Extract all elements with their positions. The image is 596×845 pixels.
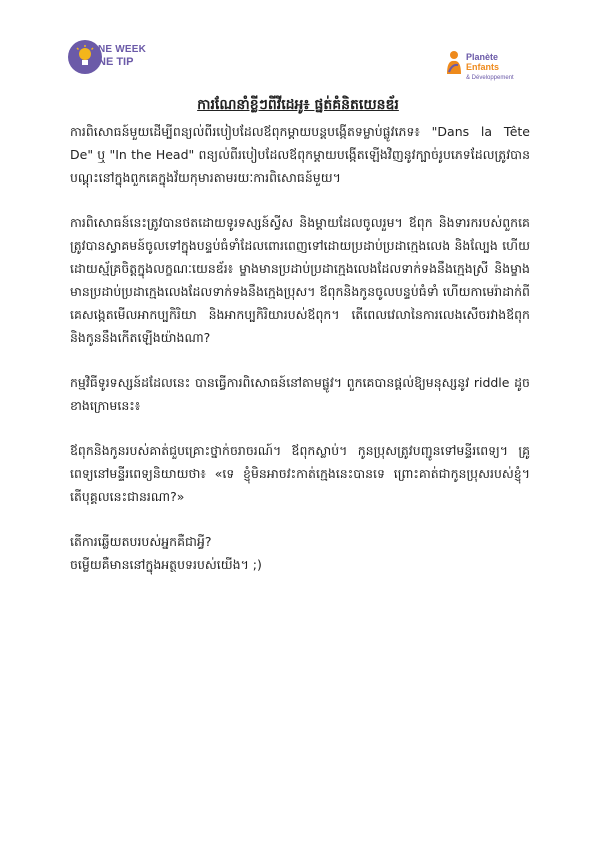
paragraph-4: ឪពុកនិងកូនរបស់គាត់ជួបគ្រោះថ្នាក់ចរាចរណ៍។ ឪពុកស្លាប់។ កូនប្រុសត្រូវបញ្ជូនទៅមន្ទីរពេទ្យ។ គ្រូពេទ្យនៅមន្ទីរពេទ្យនិយាយថា៖ «ទេ ខ្ញុំមិនអាចវះកាត់ក្មេងនេះបានទេ ព្រោះគាត់ជាកូនប្រុសរបស់ខ្ញុំ។ តើបុគ្គលនេះជានរណា?» [70, 443, 530, 504]
logo-right-line3: & Développement [466, 75, 514, 81]
logo-right-line1: Planète [466, 52, 499, 62]
logo-left-line1: NE WEEK [98, 44, 147, 55]
one-week-one-tip-logo [68, 40, 158, 74]
document-body [70, 120, 530, 576]
page-header [0, 0, 596, 92]
planete-enfants-logo [444, 50, 554, 84]
logo-left-line2: NE TIP [98, 56, 134, 68]
child-figure-icon [444, 50, 464, 76]
paragraph-5: តើការឆ្លើយតបរបស់អ្នកគឺជាអ្វី? ចម្លើយគឺមាននៅក្នុងអត្ថបទរបស់យើង។ ;) [70, 534, 262, 572]
document-title: ការណែនាំខ្លីៗពីវីដេអូ៖ ផ្នត់គំនិតយេនឌ័រ [197, 97, 399, 113]
logo-right-line2: Enfants [466, 62, 500, 72]
lightbulb-icon [68, 40, 102, 74]
paragraph-2: ការពិសោធន៍នេះត្រូវបានថតដោយទូរទស្សន៍ស្វីស និងម្តាយដែលចូលរួម។ ឪពុក និងទារករបស់ពួកគេត្រូវបានស្វាគមន៍ចូលទៅក្នុងបន្ទប់ធំទាំដែលពោរពេញទៅដោយប្រដាប់ប្រដាក្មេងលេង និងល្បែង ហើយដោយស្ម័គ្រចិត្តក្នុងលក្ខណៈយេនឌ័រ៖ ម្ខាងមានប្រដាប់ប្រដាក្មេងលេងដែលទាក់ទងនឹងក្មេងស្រី និងម្ខាងមានប្រដាប់ប្រដាក្មេងលេងដែលទាក់ទងនឹងក្មេងប្រុស។ ឪពុកនិងកូនចូលបន្ទប់ធំទាំ ហើយកាមេរ៉ាដាក់ពីគេសង្កេតមើលអាកប្បកិរិយា និងអាកប្បកិរិយារបស់ឪពុក។ តើពេលវេលានៃការលេងសើចរវាងឪពុកនិងកូននឹងកើតឡើងយ៉ាងណា? [70, 215, 530, 345]
paragraph-1: ការពិសោធន៍មួយដើម្បីពន្យល់ពីរបៀបដែលឪពុកម្តាយបន្តបង្កើតទម្លាប់ផ្លូវភេទ៖ "Dans la Tête De" ឬ "In the Head" ពន្យល់ពីរបៀបដែលឪពុកម្តាយបង្កើតឡើងវិញនូវក្បាច់រូបភេទដែលត្រូវបានបណ្តុះនៅក្នុងពួកគេក្នុងវ័យកុមារតាមរយៈការពិសោធន៍មួយ។ [70, 124, 530, 185]
paragraph-3: កម្មវិធីទូរទស្សន៍ដដែលនេះ បានធ្វើការពិសោធន៍នៅតាមផ្លូវ។ ពួកគេបានផ្តល់ឱ្យមនុស្សនូវ riddle ដូចខាងក្រោមនេះ៖ [70, 375, 530, 413]
